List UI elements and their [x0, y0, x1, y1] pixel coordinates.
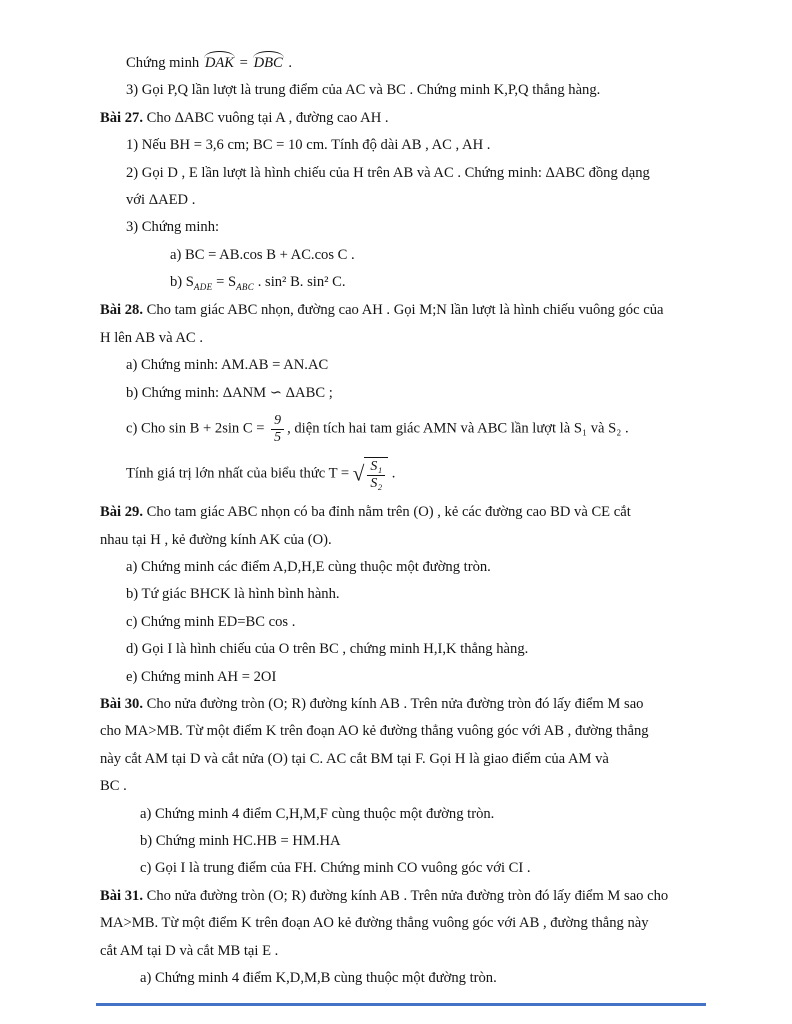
line-text: . sin² B. sin² C.: [254, 274, 346, 291]
line-text: Tính giá trị lớn nhất của biểu thức T =: [126, 465, 353, 482]
text-line: b) Tứ giác BHCK là hình bình hành.: [126, 586, 340, 603]
text-line: 3) Chứng minh:: [126, 219, 220, 236]
text-line: BC .: [100, 778, 127, 795]
text-line: [100, 273, 704, 293]
subscript: ADE: [193, 282, 213, 293]
text-line: với ΔAED .: [126, 192, 196, 209]
radicand: [364, 457, 388, 491]
text-line: 3) Gọi P,Q lần lượt là trung điểm của AC và BC . Chứng minh K,P,Q thẳng hàng.: [126, 82, 601, 99]
text-line: [100, 457, 704, 491]
text-line: [100, 887, 704, 906]
fraction-numerator: 9: [274, 412, 282, 428]
fraction-numerator: S₁: [370, 459, 383, 475]
text-line: H lên AB và AC .: [100, 329, 203, 346]
line-text: b) S: [170, 274, 194, 291]
radical-sign: √: [352, 461, 365, 486]
fraction: [367, 459, 385, 491]
line-text: Cho nửa đường tròn (O; R) đường kính AB . Trên nửa đường tròn đó lấy điểm M sao cho: [142, 887, 669, 904]
text-line: [100, 695, 704, 714]
text-line: [100, 413, 704, 445]
exercise-label: Bài 29.: [100, 504, 143, 521]
line-text: c) Cho sin B + 2sin C =: [126, 420, 269, 437]
text-line: b) Chứng minh HC.HB = HM.HA: [140, 832, 341, 849]
text-line: [100, 503, 704, 522]
text-line: cho MA>MB. Từ một điểm K trên đoạn AO kẻ đường thẳng vuông góc với AB , đường thẳng: [100, 723, 649, 740]
text-line: này cắt AM tại D và cắt nửa (O) tại C. AC cắt BM tại F. Gọi H là giao điểm của AM và: [100, 750, 609, 767]
exercise-label: Bài 27.: [100, 109, 143, 126]
text-line: a) Chứng minh: AM.AB = AN.AC: [126, 357, 329, 374]
text-line: c) Gọi I là trung điểm của FH. Chứng minh CO vuông góc với CI .: [140, 860, 531, 877]
text-line: [100, 109, 704, 128]
line-text: Cho tam giác ABC nhọn, đường cao AH . Gọi M;N lần lượt là hình chiếu vuông góc của: [142, 302, 664, 319]
text-line: d) Gọi I là hình chiếu của O trên BC , chứng minh H,I,K thẳng hàng.: [126, 641, 529, 658]
line-text: .: [388, 465, 396, 482]
text-line: c) Chứng minh ED=BC cos .: [126, 613, 296, 630]
text-line: [100, 54, 704, 73]
text-line: e) Chứng minh AH = 2OI: [126, 668, 277, 685]
arc-notation: DBC: [253, 55, 283, 71]
text-line: cắt AM tại D và cắt MB tại E .: [100, 942, 279, 959]
text-line: b) Chứng minh: ΔANM ∽ ΔABC ;: [126, 384, 333, 401]
line-text: , diện tích hai tam giác AMN và ABC lần lượt là S₁ và S₂ .: [287, 420, 629, 437]
subscript: ABC: [236, 282, 255, 293]
text-line: a) Chứng minh 4 điểm K,D,M,B cùng thuộc một đường tròn.: [140, 970, 497, 986]
line-text: Cho nửa đường tròn (O; R) đường kính AB . Trên nửa đường tròn đó lấy điểm M sao: [142, 695, 644, 712]
line-text: = S: [212, 274, 237, 291]
exercise-label: Bài 28.: [100, 302, 143, 319]
fraction: [271, 413, 284, 445]
text-line: [100, 301, 704, 320]
fraction-denominator: 5: [271, 429, 284, 446]
line-text: Cho ΔABC vuông tại A , đường cao AH .: [142, 109, 389, 126]
text-line: a) BC = AB.cos B + AC.cos C .: [170, 246, 355, 263]
text-line: a) Chứng minh 4 điểm C,H,M,F cùng thuộc một đường tròn.: [140, 805, 495, 822]
line-text: Cho tam giác ABC nhọn có ba đỉnh nằm trên (O) , kẻ các đường cao BD và CE cắt: [142, 504, 631, 521]
line-text: .: [284, 55, 293, 71]
exercise-label: Bài 31.: [100, 887, 143, 904]
exercise-label: Bài 30.: [100, 695, 143, 712]
line-text: =: [236, 55, 252, 71]
line-text: Chứng minh: [126, 55, 203, 71]
text-line: nhau tại H , kẻ đường kính AK của (O).: [100, 531, 332, 548]
footer-divider: [96, 1003, 706, 1006]
text-line: a) Chứng minh các điểm A,D,H,E cùng thuộc một đường tròn.: [126, 558, 491, 575]
arc-notation: DAK: [204, 55, 235, 71]
text-line: MA>MB. Từ một điểm K trên đoạn AO kẻ đường thẳng vuông góc với AB , đường thẳng này: [100, 915, 649, 932]
text-line: 1) Nếu BH = 3,6 cm; BC = 10 cm. Tính độ dài AB , AC , AH .: [126, 137, 491, 154]
fraction-denominator: S₂: [367, 475, 385, 492]
text-line: 2) Gọi D , E lần lượt là hình chiếu của H trên AB và AC . Chứng minh: ΔABC đồng dạng: [126, 164, 650, 181]
